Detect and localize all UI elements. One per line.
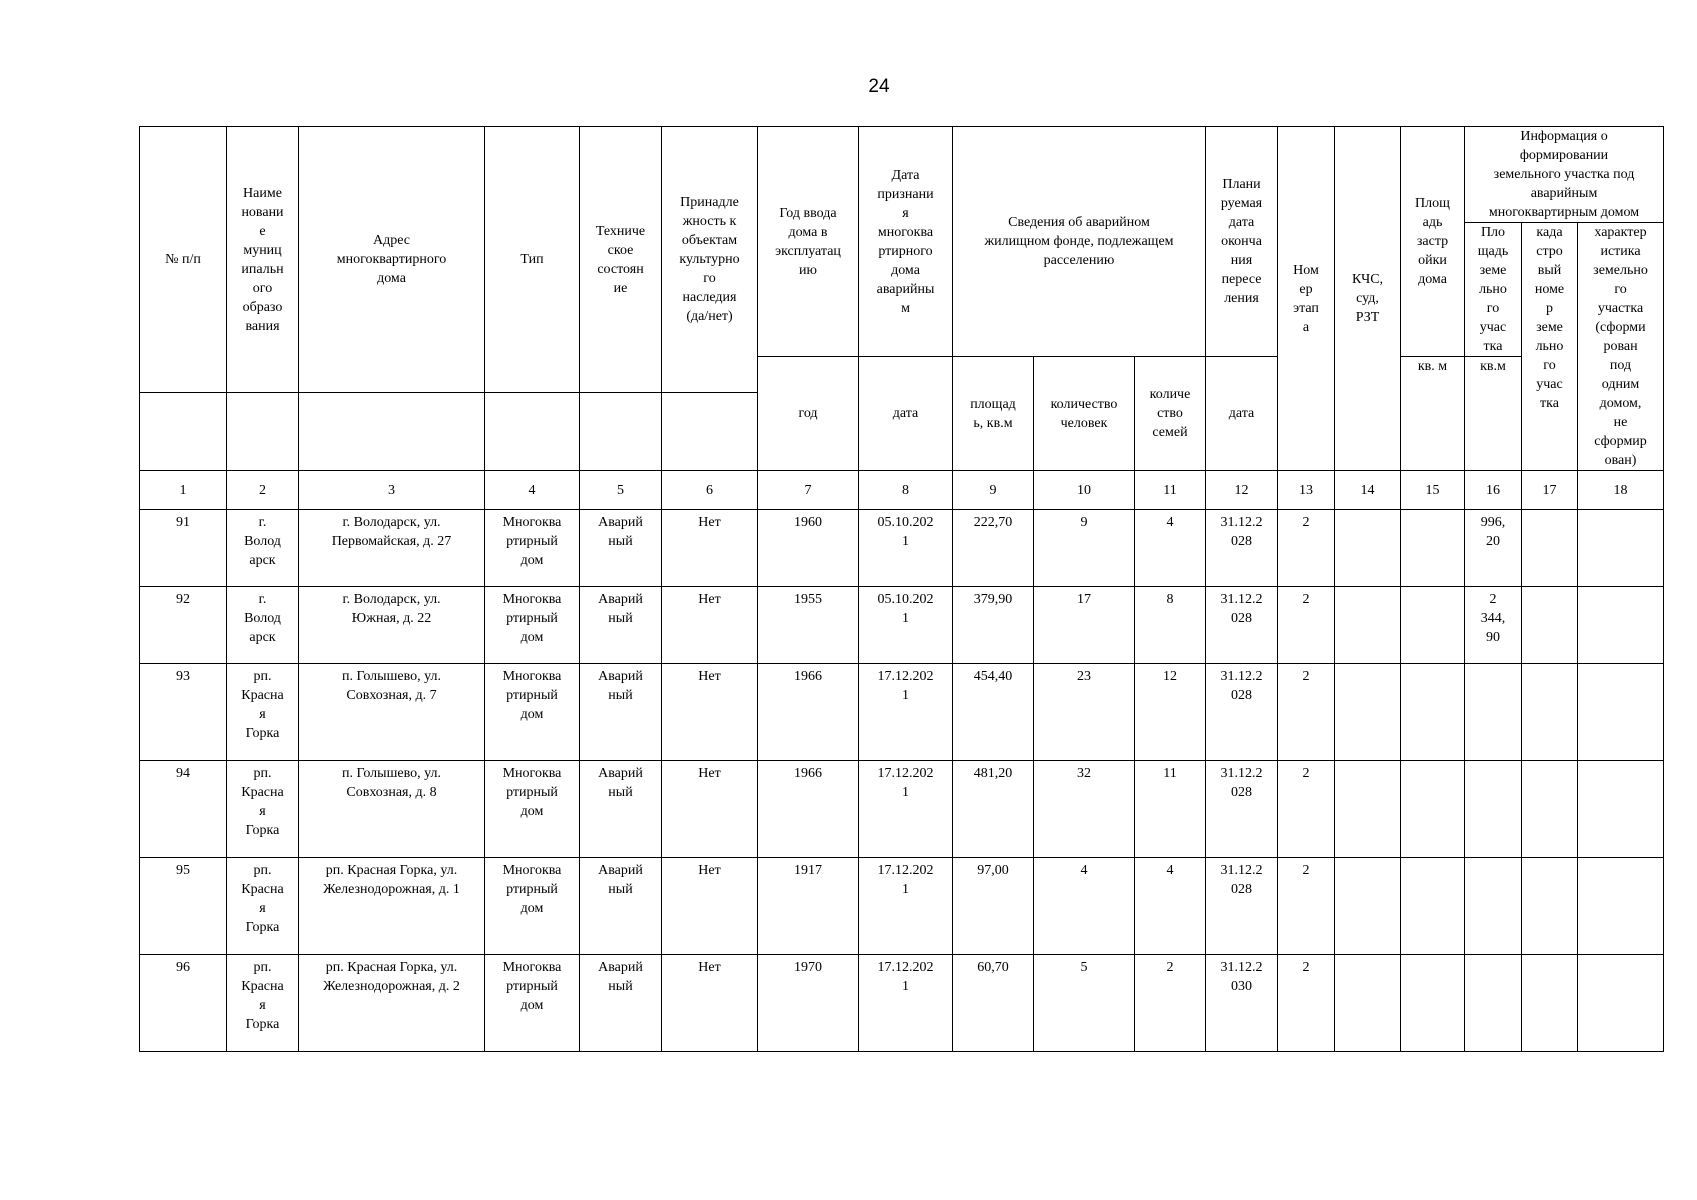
table-cell-col-4: Многоква ртирный дом	[485, 858, 580, 955]
table-cell-col-4: Многоква ртирный дом	[485, 587, 580, 664]
header-spacer	[140, 393, 227, 471]
header-technical-state: Техниче ское состоян ие	[580, 127, 662, 393]
header-building-area: Площ адь застр ойки дома	[1401, 127, 1465, 357]
table-cell-col-13: 2	[1278, 664, 1335, 761]
table-cell-col-8: 05.10.202 1	[859, 510, 953, 587]
column-number: 17	[1522, 471, 1578, 510]
header-commission-year: Год ввода дома в эксплуатац ию	[758, 127, 859, 357]
table-cell-col-17	[1522, 761, 1578, 858]
table-cell-col-14	[1335, 955, 1401, 1052]
table-cell-col-7: 1960	[758, 510, 859, 587]
table-cell-col-10: 5	[1034, 955, 1135, 1052]
header-land-plot-info: Информация о формировании земельного участка под аварийным многоквартирным домом	[1465, 127, 1664, 223]
column-number: 10	[1034, 471, 1135, 510]
table-cell-col-1: 95	[140, 858, 227, 955]
table-cell-col-7: 1917	[758, 858, 859, 955]
table-cell-col-14	[1335, 858, 1401, 955]
table-cell-col-18	[1578, 664, 1664, 761]
subheader-date: дата	[859, 357, 953, 471]
column-number: 18	[1578, 471, 1664, 510]
column-number: 8	[859, 471, 953, 510]
table-cell-col-6: Нет	[662, 955, 758, 1052]
column-number: 14	[1335, 471, 1401, 510]
table-row	[140, 510, 1664, 587]
table-cell-col-7: 1970	[758, 955, 859, 1052]
table-cell-col-16	[1465, 858, 1522, 955]
table-cell-col-16: 996, 20	[1465, 510, 1522, 587]
table-cell-col-4: Многоква ртирный дом	[485, 510, 580, 587]
table-cell-col-14	[1335, 510, 1401, 587]
table-cell-col-9: 379,90	[953, 587, 1034, 664]
table-cell-col-18	[1578, 858, 1664, 955]
table-cell-col-11: 8	[1135, 587, 1206, 664]
table-cell-col-8: 17.12.202 1	[859, 664, 953, 761]
table-cell-col-14	[1335, 587, 1401, 664]
table-cell-col-5: Аварий ный	[580, 761, 662, 858]
table-cell-col-2: рп. Красна я Горка	[227, 858, 299, 955]
header-cultural-heritage: Принадле жность к объектам культурно го наследия (да/нет)	[662, 127, 758, 393]
table-cell-col-6: Нет	[662, 587, 758, 664]
table-cell-col-17	[1522, 955, 1578, 1052]
table-cell-col-3: рп. Красная Горка, ул. Железнодорожная, д. 2	[299, 955, 485, 1052]
table-cell-col-15	[1401, 955, 1465, 1052]
subheader-area: площад ь, кв.м	[953, 357, 1034, 471]
table-cell-col-9: 60,70	[953, 955, 1034, 1052]
table-cell-col-6: Нет	[662, 664, 758, 761]
table-cell-col-11: 2	[1135, 955, 1206, 1052]
header-spacer	[485, 393, 580, 471]
table-cell-col-10: 4	[1034, 858, 1135, 955]
table-cell-col-12: 31.12.2 028	[1206, 587, 1278, 664]
table-cell-col-14	[1335, 761, 1401, 858]
table-cell-col-6: Нет	[662, 761, 758, 858]
header-planned-end-date: Плани руемая дата оконча ния пересе ления	[1206, 127, 1278, 357]
table-cell-col-2: г. Волод арск	[227, 510, 299, 587]
table-cell-col-15	[1401, 858, 1465, 955]
table-cell-col-8: 17.12.202 1	[859, 955, 953, 1052]
table-cell-col-15	[1401, 761, 1465, 858]
header-type: Тип	[485, 127, 580, 393]
table-cell-col-10: 17	[1034, 587, 1135, 664]
table-cell-col-13: 2	[1278, 761, 1335, 858]
table-cell-col-5: Аварий ный	[580, 664, 662, 761]
header-land-characteristic: характер истика земельно го участка (сформи рован под одним домом, не сформир ован)	[1578, 223, 1664, 471]
table-cell-col-18	[1578, 587, 1664, 664]
subheader-planned-date: дата	[1206, 357, 1278, 471]
table-cell-col-17	[1522, 858, 1578, 955]
table-cell-col-16	[1465, 955, 1522, 1052]
table-cell-col-5: Аварий ный	[580, 510, 662, 587]
table-cell-col-7: 1966	[758, 761, 859, 858]
table-cell-col-12: 31.12.2 028	[1206, 761, 1278, 858]
header-emergency-fund-info: Сведения об аварийном жилищном фонде, подлежащем расселению	[953, 127, 1206, 357]
table-cell-col-9: 222,70	[953, 510, 1034, 587]
header-cadastral-number: када стро вый номе р земе льно го учас тка	[1522, 223, 1578, 471]
header-kchs-court-rzt: КЧС, суд, РЗТ	[1335, 127, 1401, 471]
table-cell-col-4: Многоква ртирный дом	[485, 955, 580, 1052]
subheader-family-count: количе ство семей	[1135, 357, 1206, 471]
header-stage-number: Ном ер этап а	[1278, 127, 1335, 471]
header-spacer	[227, 393, 299, 471]
table-cell-col-9: 454,40	[953, 664, 1034, 761]
table-row	[140, 587, 1664, 664]
table-cell-col-2: г. Волод арск	[227, 587, 299, 664]
table-cell-col-1: 96	[140, 955, 227, 1052]
table-cell-col-9: 481,20	[953, 761, 1034, 858]
table-cell-col-5: Аварий ный	[580, 858, 662, 955]
column-number: 7	[758, 471, 859, 510]
column-number: 16	[1465, 471, 1522, 510]
table-cell-col-17	[1522, 587, 1578, 664]
header-spacer	[299, 393, 485, 471]
table-cell-col-6: Нет	[662, 858, 758, 955]
table-cell-col-12: 31.12.2 028	[1206, 858, 1278, 955]
header-spacer	[662, 393, 758, 471]
subheader-year: год	[758, 357, 859, 471]
table-cell-col-10: 23	[1034, 664, 1135, 761]
table-cell-col-15	[1401, 510, 1465, 587]
table-cell-col-12: 31.12.2 028	[1206, 510, 1278, 587]
table-cell-col-13: 2	[1278, 510, 1335, 587]
subheader-land-sq-m: кв.м	[1465, 357, 1522, 471]
table-cell-col-15	[1401, 587, 1465, 664]
column-number-row	[140, 471, 1664, 510]
column-number: 13	[1278, 471, 1335, 510]
table-cell-col-1: 91	[140, 510, 227, 587]
table-cell-col-8: 17.12.202 1	[859, 761, 953, 858]
table-cell-col-3: п. Голышево, ул. Совхозная, д. 8	[299, 761, 485, 858]
table-cell-col-14	[1335, 664, 1401, 761]
table-cell-col-10: 32	[1034, 761, 1135, 858]
table-cell-col-13: 2	[1278, 587, 1335, 664]
table-cell-col-2: рп. Красна я Горка	[227, 955, 299, 1052]
table-cell-col-1: 94	[140, 761, 227, 858]
header-row-number: № п/п	[140, 127, 227, 393]
table-cell-col-16: 2 344, 90	[1465, 587, 1522, 664]
table-cell-col-5: Аварий ный	[580, 587, 662, 664]
column-number: 2	[227, 471, 299, 510]
table-cell-col-18	[1578, 510, 1664, 587]
table-cell-col-5: Аварий ный	[580, 955, 662, 1052]
table-cell-col-18	[1578, 761, 1664, 858]
emergency-housing-table	[139, 126, 1664, 1052]
table-cell-col-2: рп. Красна я Горка	[227, 761, 299, 858]
table-cell-col-4: Многоква ртирный дом	[485, 664, 580, 761]
column-number: 9	[953, 471, 1034, 510]
table-cell-col-4: Многоква ртирный дом	[485, 761, 580, 858]
table-cell-col-7: 1955	[758, 587, 859, 664]
table-cell-col-1: 93	[140, 664, 227, 761]
column-number: 1	[140, 471, 227, 510]
table-cell-col-13: 2	[1278, 858, 1335, 955]
header-spacer	[580, 393, 662, 471]
column-number: 3	[299, 471, 485, 510]
column-number: 6	[662, 471, 758, 510]
table-row	[140, 761, 1664, 858]
header-address: Адрес многоквартирного дома	[299, 127, 485, 393]
header-land-area: Пло щадь земе льно го учас тка	[1465, 223, 1522, 357]
table-cell-col-9: 97,00	[953, 858, 1034, 955]
table-cell-col-15	[1401, 664, 1465, 761]
table-cell-col-18	[1578, 955, 1664, 1052]
table-cell-col-11: 4	[1135, 510, 1206, 587]
table-cell-col-12: 31.12.2 030	[1206, 955, 1278, 1052]
table-cell-col-10: 9	[1034, 510, 1135, 587]
table-cell-col-16	[1465, 761, 1522, 858]
table-row	[140, 664, 1664, 761]
table-cell-col-3: г. Володарск, ул. Южная, д. 22	[299, 587, 485, 664]
table-cell-col-11: 12	[1135, 664, 1206, 761]
table-cell-col-13: 2	[1278, 955, 1335, 1052]
table-cell-col-17	[1522, 664, 1578, 761]
table-cell-col-11: 4	[1135, 858, 1206, 955]
table-cell-col-3: рп. Красная Горка, ул. Железнодорожная, д. 1	[299, 858, 485, 955]
column-number: 4	[485, 471, 580, 510]
column-number: 15	[1401, 471, 1465, 510]
page-number: 24	[868, 76, 890, 97]
table-cell-col-2: рп. Красна я Горка	[227, 664, 299, 761]
table-cell-col-8: 17.12.202 1	[859, 858, 953, 955]
table-cell-col-16	[1465, 664, 1522, 761]
table-row	[140, 858, 1664, 955]
column-number: 11	[1135, 471, 1206, 510]
header-recognition-date: Дата признани я многоква ртирного дома аварийны м	[859, 127, 953, 357]
header-municipality: Наиме новани е муниц ипальн ого образо вания	[227, 127, 299, 393]
table-cell-col-17	[1522, 510, 1578, 587]
table-cell-col-6: Нет	[662, 510, 758, 587]
subheader-sq-m: кв. м	[1401, 357, 1465, 471]
table-cell-col-7: 1966	[758, 664, 859, 761]
column-number: 12	[1206, 471, 1278, 510]
table-cell-col-12: 31.12.2 028	[1206, 664, 1278, 761]
table-row	[140, 955, 1664, 1052]
subheader-people-count: количество человек	[1034, 357, 1135, 471]
column-number: 5	[580, 471, 662, 510]
table-cell-col-1: 92	[140, 587, 227, 664]
table-cell-col-8: 05.10.202 1	[859, 587, 953, 664]
table-cell-col-3: п. Голышево, ул. Совхозная, д. 7	[299, 664, 485, 761]
table-cell-col-11: 11	[1135, 761, 1206, 858]
table-cell-col-3: г. Володарск, ул. Первомайская, д. 27	[299, 510, 485, 587]
